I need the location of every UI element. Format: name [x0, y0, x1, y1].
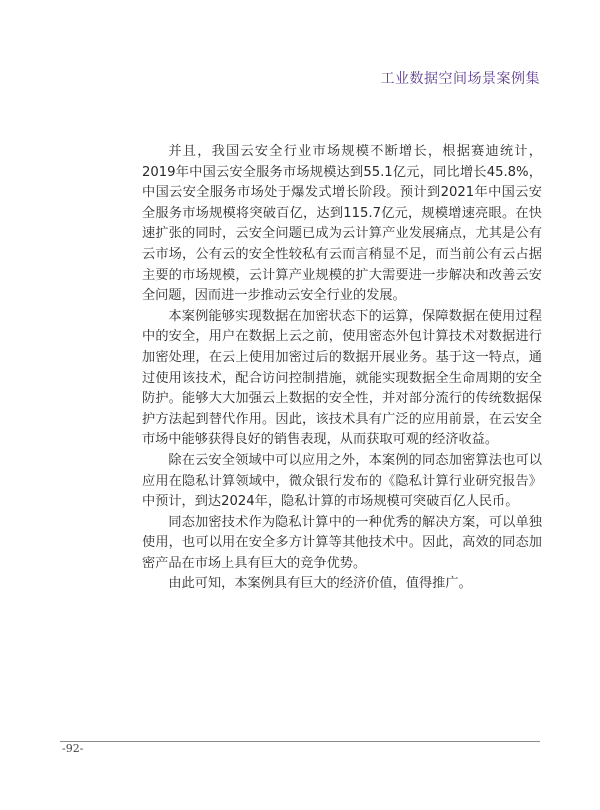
running-header-title: 工业数据空间场景案例集 — [380, 71, 540, 87]
paragraph-cloud-security-market: 并且，我国云安全行业市场规模不断增长，根据赛迪统计，2019年中国云安全服务市场规模达到55.1亿元，同比增长45.8%，中国云安全服务市场处于爆发式增长阶段。预计到2021年中国云安全服务市场规模将突破百亿，达到115.7亿元，规模增速亮眼。在快速扩张的同时，云安全问题已成为云计算产业发展痛点，尤其是公有云市场，公有云的安全性较私有云而言稍显不足，而当前公有云占据主要的市场规模，云计算产业规模的扩大需要进一步解决和改善云安全问题，因而进一步推动云安全行业的发展。 — [142, 144, 542, 304]
document-body — [142, 142, 542, 595]
page-number: -92- — [62, 742, 84, 755]
footer-divider — [60, 741, 540, 742]
paragraph-conclusion: 由此可知，本案例具有巨大的经济价值，值得推广。 — [168, 576, 472, 592]
paragraph-homomorphic-encryption: 同态加密技术作为隐私计算中的一种优秀的解决方案，可以单独使用，也可以用在安全多方计算等其他技术中。因此，高效的同态加密产品在市场上具有巨大的竞争优势。 — [142, 514, 542, 571]
paragraph-privacy-computing: 除在云安全领域中可以应用之外，本案例的同态加密算法也可以应用在隐私计算领域中，微众银行发布的《隐私计算行业研究报告》中预计，到达2024年，隐私计算的市场规模可突破百亿人民币。 — [142, 452, 542, 510]
paragraph-encrypted-computation: 本案例能够实现数据在加密状态下的运算，保障数据在使用过程中的安全，用户在数据上云之前，使用密态外包计算技术对数据进行加密处理，在云上使用加密过后的数据开展业务。基于这一特点，通过使用该技术，配合访问控制措施，就能实现数据全生命周期的安全防护。能够大大加强云上数据的安全性，并对部分流行的传统数据保护方法起到替代作用。因此，该技术具有广泛的应用前景，在云安全市场中能够获得良好的销售表现，从而获取可观的经济收益。 — [142, 308, 542, 448]
